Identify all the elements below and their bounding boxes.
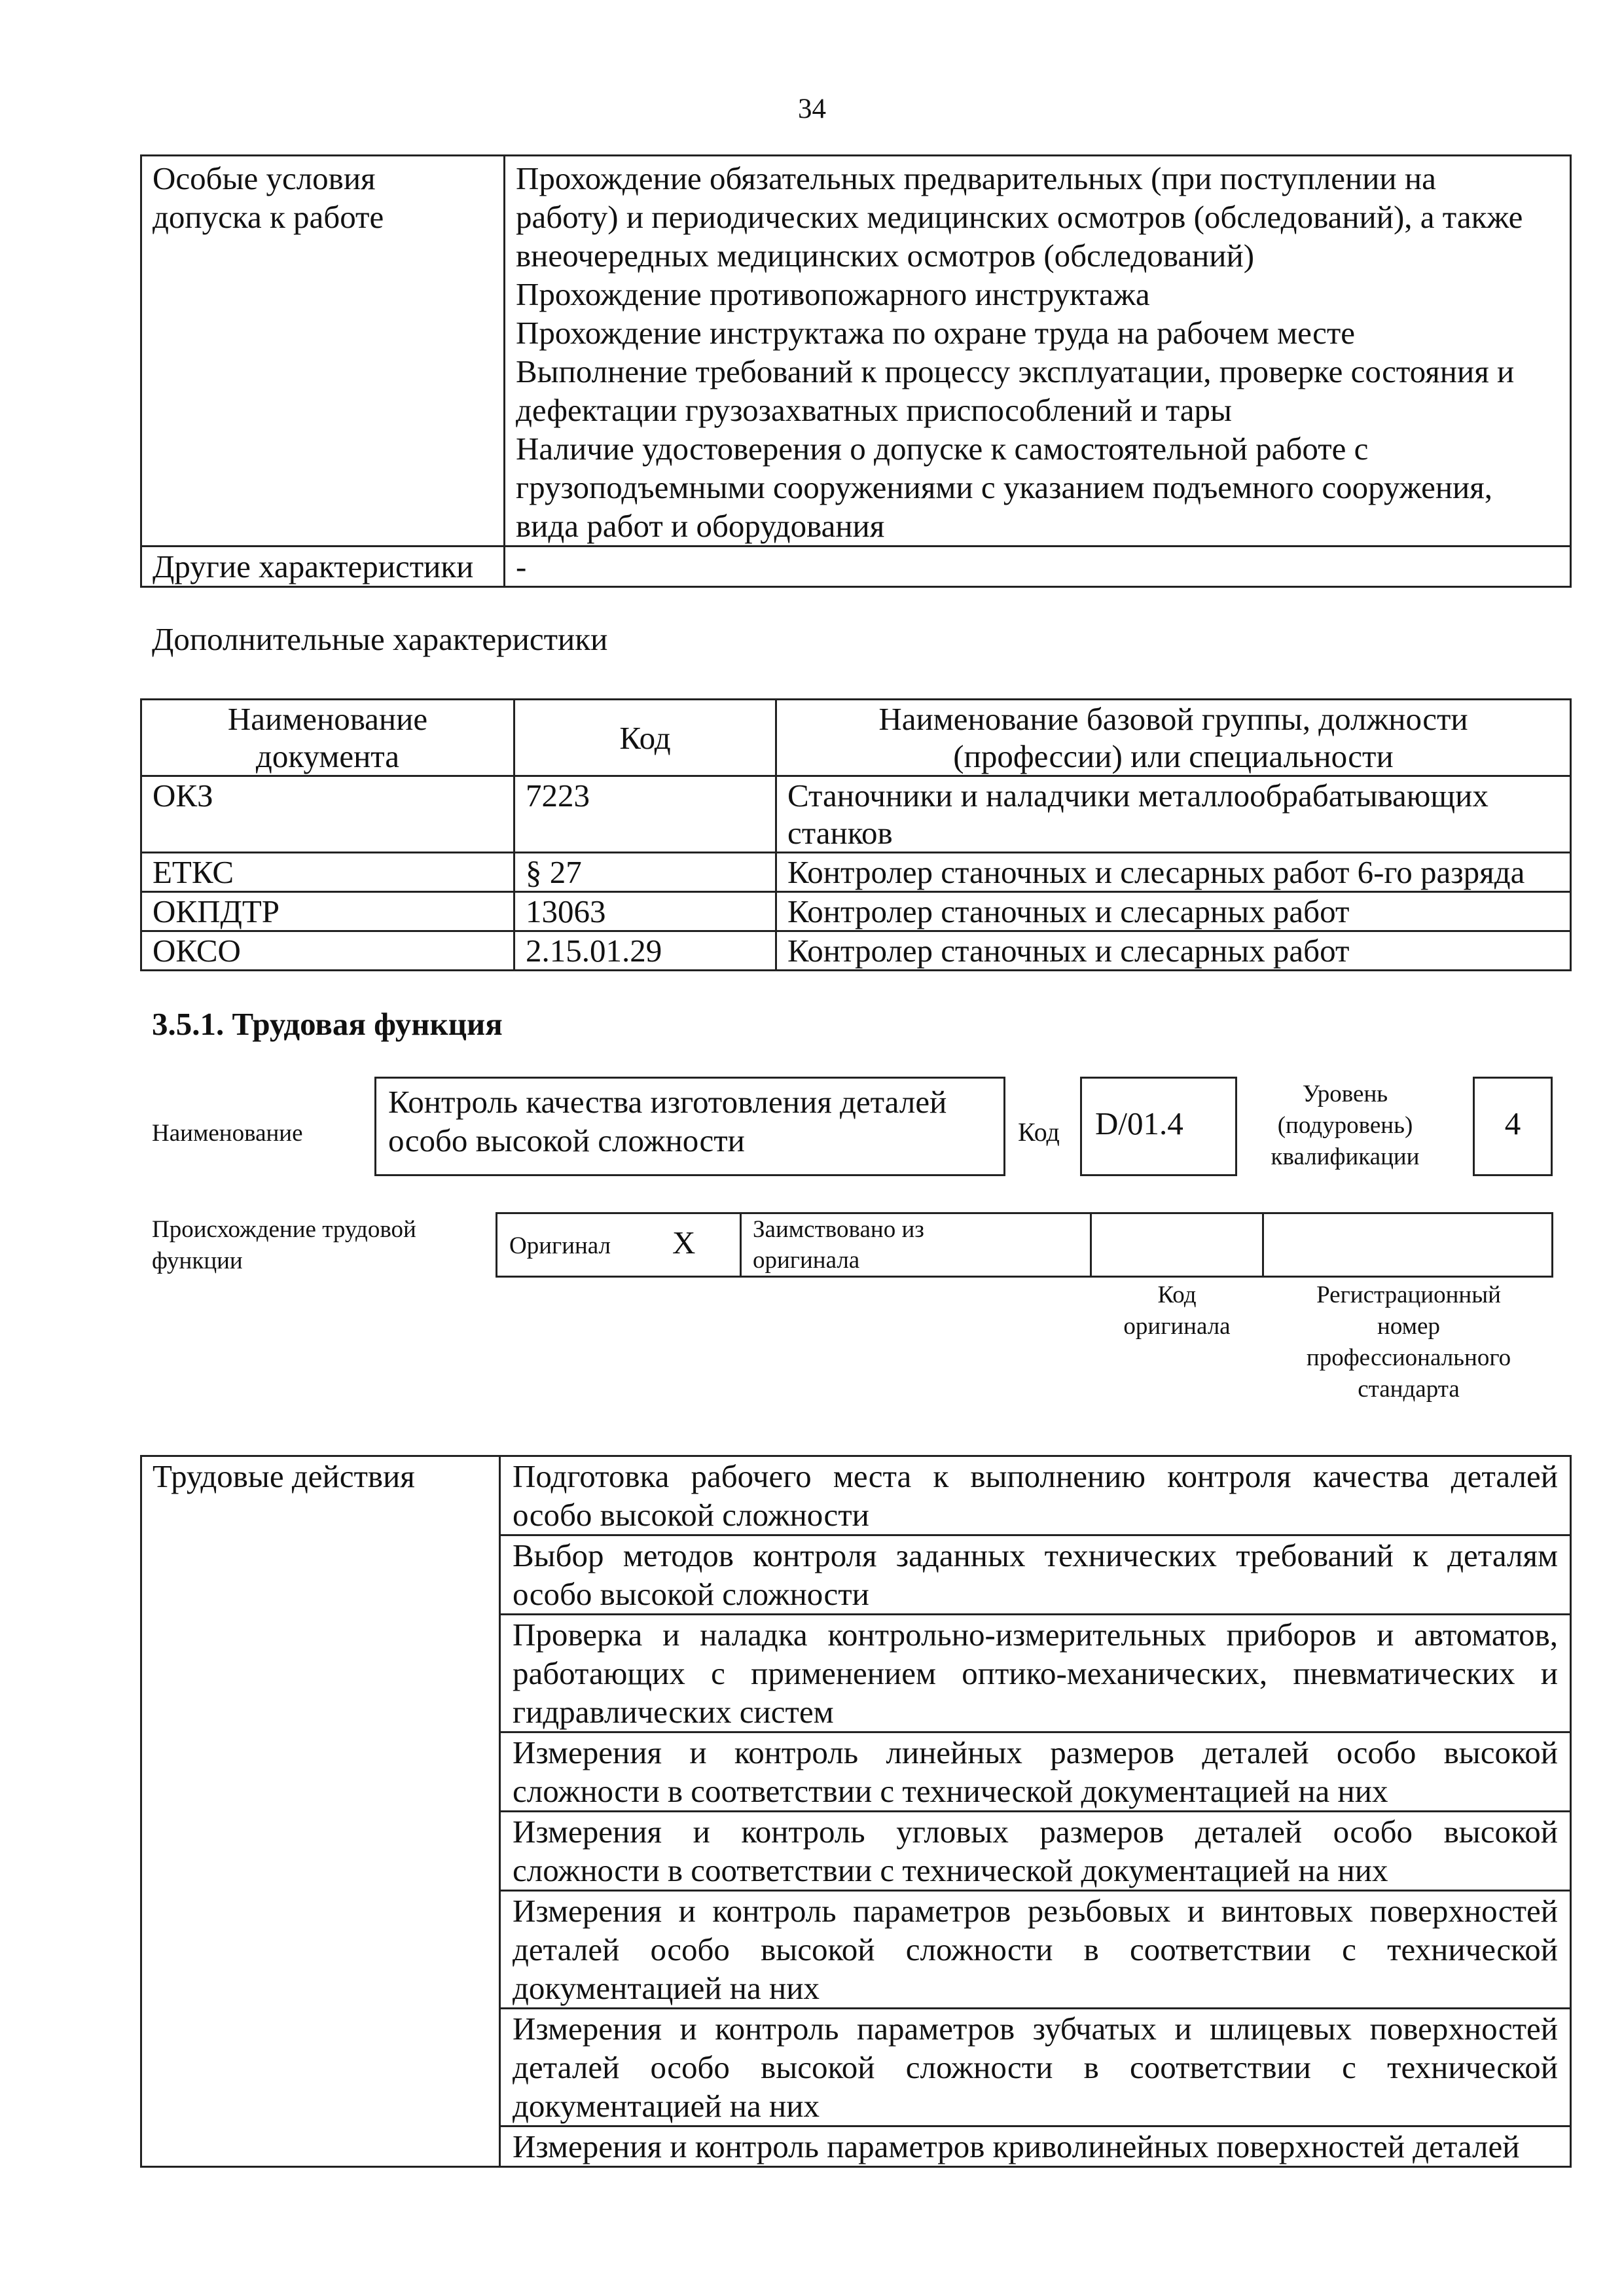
conditions-line: Наличие удостоверения о допуске к самостоятельной работе с	[516, 431, 1369, 467]
action-line: документацией на них	[513, 1970, 820, 2006]
action-line: документацией на них	[513, 2088, 820, 2124]
conditions-line: дефектации грузозахватных приспособлений и тары	[516, 392, 1232, 428]
action-line: Измерения и контроль параметров криволинейных поверхностей деталей	[513, 2128, 1520, 2164]
code-cell: 13063	[514, 892, 776, 931]
origin-label	[152, 1214, 416, 1277]
labor-actions-label: Трудовые действия	[141, 1456, 500, 2167]
header-document-line: Наименование	[227, 701, 428, 737]
conditions-line: Выполнение требований к процессу эксплуатации, проверке состояния и	[516, 353, 1515, 389]
action-line: Измерения и контроль линейных размеров деталей особо высокой	[513, 1734, 1558, 1770]
action-item	[500, 1732, 1571, 1812]
caption-line: оригинала	[1123, 1313, 1231, 1340]
original-mark: X	[672, 1225, 696, 1261]
conditions-label-cell	[141, 156, 505, 547]
action-line: особо высокой сложности	[513, 1576, 869, 1612]
section-heading: 3.5.1. Трудовая функция	[152, 1006, 503, 1042]
header-code: Код	[514, 700, 776, 776]
action-line: Проверка и наладка контрольно-измерительных приборов и автоматов,	[513, 1617, 1558, 1653]
conditions-line: вида работ и оборудования	[516, 508, 885, 544]
conditions-label-line: Особые условия	[153, 160, 376, 196]
action-item	[500, 1535, 1571, 1615]
action-line: особо высокой сложности	[513, 1497, 869, 1533]
caption-line: стандарта	[1358, 1376, 1460, 1403]
registration-caption	[1264, 1280, 1553, 1405]
code-value: D/01.4	[1095, 1105, 1183, 1141]
function-name-box	[374, 1077, 1005, 1176]
action-line: гидравлических систем	[513, 1694, 834, 1730]
additional-characteristics-title: Дополнительные характеристики	[152, 621, 608, 657]
name-cell	[776, 776, 1571, 853]
code-cell: § 27	[514, 853, 776, 892]
origin-label-line: Происхождение трудовой	[152, 1216, 416, 1243]
conditions-value-cell	[505, 156, 1571, 547]
level-label	[1240, 1079, 1450, 1173]
action-line: Выбор методов контроля заданных технических требований к деталям	[513, 1537, 1558, 1573]
header-name	[776, 700, 1571, 776]
action-item	[500, 2126, 1571, 2167]
conditions-table	[140, 154, 1572, 588]
origin-box	[496, 1212, 1553, 1278]
action-item	[500, 1456, 1571, 1535]
doc-cell: ОКЗ	[141, 776, 514, 853]
action-item	[500, 1615, 1571, 1732]
action-line: работающих с применением оптико-механических, пневматических и	[513, 1655, 1558, 1691]
header-document-line: документа	[255, 738, 400, 774]
borrowed-label-line: оригинала	[753, 1247, 860, 1274]
action-item	[500, 1891, 1571, 2009]
original-code-caption	[1092, 1280, 1262, 1342]
action-item	[500, 1812, 1571, 1891]
conditions-line: Прохождение инструктажа по охране труда на рабочем месте	[516, 315, 1355, 351]
function-name-line: особо высокой сложности	[388, 1122, 745, 1158]
table-row	[141, 853, 1571, 892]
code-label: Код	[1018, 1117, 1060, 1147]
action-line: Подготовка рабочего места к выполнению контроля качества деталей	[513, 1458, 1558, 1494]
name-cell: Контролер станочных и слесарных работ	[776, 892, 1571, 931]
name-cell: Контролер станочных и слесарных работ 6-го разряда	[776, 853, 1571, 892]
action-line: сложности в соответствии с технической документацией на них	[513, 1852, 1388, 1888]
level-label-line: Уровень	[1302, 1081, 1388, 1107]
action-line: деталей особо высокой сложности в соответствии с технической	[513, 2049, 1558, 2085]
name-line: Станочники и наладчики металлообрабатывающих	[787, 778, 1489, 814]
action-item	[500, 2009, 1571, 2126]
table-row	[141, 776, 1571, 853]
origin-divider	[1090, 1212, 1092, 1278]
doc-cell: ОКПДТР	[141, 892, 514, 931]
borrowed-label	[753, 1214, 924, 1276]
additional-characteristics-table	[140, 698, 1572, 971]
action-line: сложности в соответствии с технической документацией на них	[513, 1773, 1388, 1809]
header-name-line: (профессии) или специальности	[953, 738, 1394, 774]
action-line: деталей особо высокой сложности в соответствии с технической	[513, 1931, 1558, 1967]
doc-cell: ОКСО	[141, 931, 514, 971]
other-characteristics-value: -	[505, 547, 1571, 587]
conditions-line: Прохождение противопожарного инструктажа	[516, 276, 1150, 312]
table-row	[141, 931, 1571, 971]
table-row	[141, 1456, 1571, 1535]
conditions-line: Прохождение обязательных предварительных (при поступлении на	[516, 160, 1436, 196]
conditions-line: грузоподъемными сооружениями с указанием подъемного сооружения,	[516, 469, 1493, 505]
table-header-row	[141, 700, 1571, 776]
borrowed-label-line: Заимствовано из	[753, 1216, 924, 1243]
origin-divider	[740, 1212, 742, 1278]
conditions-label-line: допуска к работе	[153, 199, 384, 235]
caption-line: номер	[1377, 1313, 1440, 1340]
header-name-line: Наименование базовой группы, должности	[878, 701, 1468, 737]
caption-line: Регистрационный	[1316, 1282, 1501, 1308]
caption-line: Код	[1157, 1282, 1197, 1308]
original-label: Оригинал	[509, 1232, 611, 1259]
level-value-box	[1473, 1077, 1553, 1176]
action-line: Измерения и контроль параметров зубчатых и шлицевых поверхностей	[513, 2011, 1558, 2047]
action-line: Измерения и контроль угловых размеров деталей особо высокой	[513, 1814, 1558, 1850]
conditions-line: работу) и периодических медицинских осмотров (обследований), а также	[516, 199, 1523, 235]
level-label-line: (подуровень)	[1277, 1112, 1413, 1139]
header-document	[141, 700, 514, 776]
page-number: 34	[798, 94, 826, 124]
conditions-line: внеочередных медицинских осмотров (обследований)	[516, 238, 1255, 274]
origin-divider	[1262, 1212, 1264, 1278]
function-name-line: Контроль качества изготовления деталей	[388, 1084, 947, 1120]
action-line: Измерения и контроль параметров резьбовых и винтовых поверхностей	[513, 1893, 1558, 1929]
code-cell: 2.15.01.29	[514, 931, 776, 971]
table-row	[141, 156, 1571, 547]
labor-actions-table	[140, 1455, 1572, 2168]
table-row	[141, 547, 1571, 587]
table-row	[141, 892, 1571, 931]
caption-line: профессионального	[1306, 1344, 1511, 1371]
level-label-line: квалификации	[1271, 1143, 1420, 1170]
function-name-label: Наименование	[152, 1120, 303, 1147]
level-value: 4	[1504, 1105, 1521, 1141]
doc-cell: ЕТКС	[141, 853, 514, 892]
other-characteristics-label: Другие характеристики	[141, 547, 505, 587]
code-cell: 7223	[514, 776, 776, 853]
code-value-box	[1080, 1077, 1237, 1176]
origin-label-line: функции	[152, 1247, 243, 1274]
name-cell: Контролер станочных и слесарных работ	[776, 931, 1571, 971]
name-line: станков	[787, 815, 893, 851]
